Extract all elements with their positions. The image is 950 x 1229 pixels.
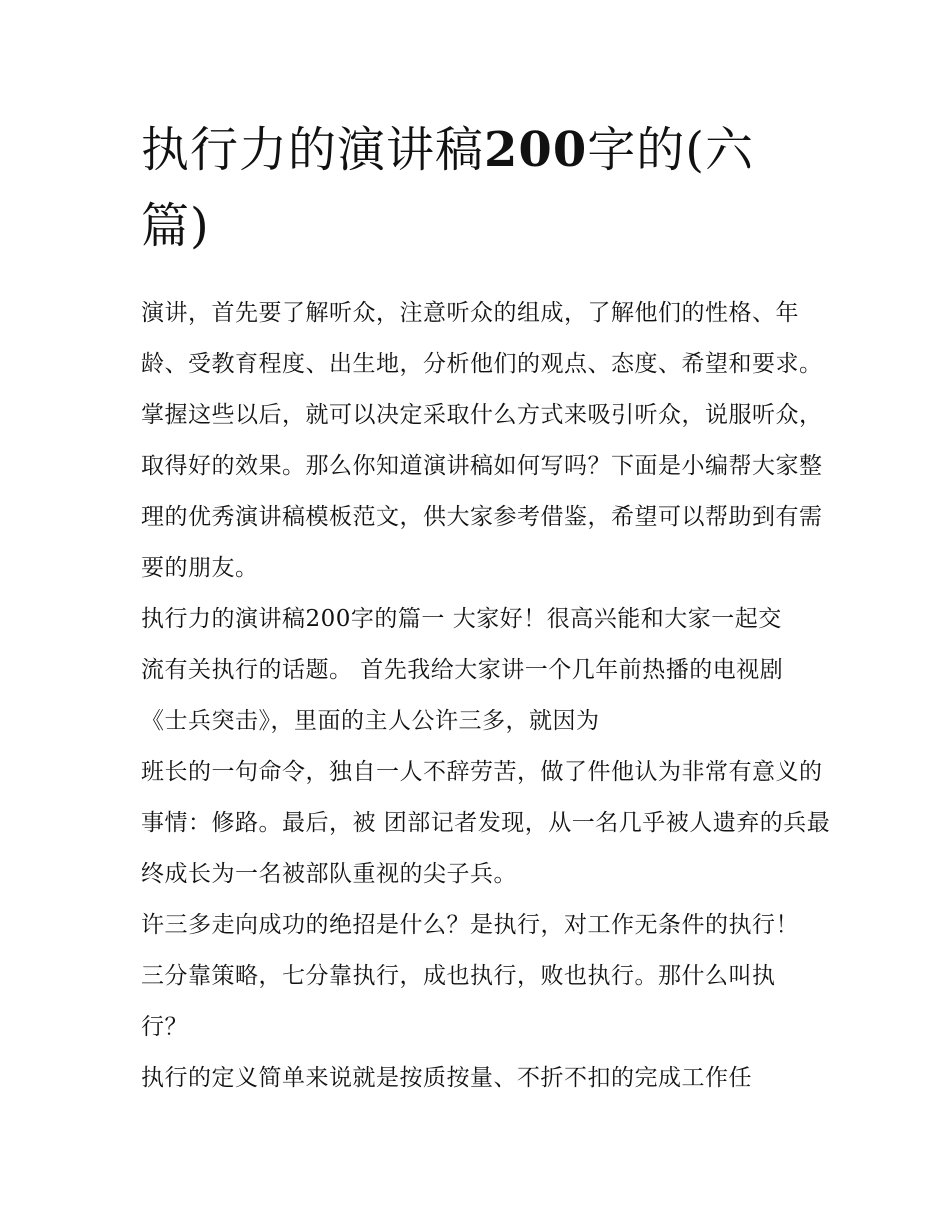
body-paragraph: 班长的一句命令，独自一人不辞劳苦，做了件他认为非常有意义的事情：修路。最后，被 团部记者发现，从一名几乎被人遗弃的兵最终成长为一名被部队重视的尖子兵。: [141, 759, 831, 887]
document-content: [141, 112, 841, 1104]
document-title: [141, 112, 781, 264]
body-paragraph: 执行力的演讲稿200字的篇一 大家好！很高兴能和大家一起交流有关执行的话题。 首先我给大家讲一个几年前热播的电视剧《士兵突击》，里面的主人公许三多，就因为: [141, 606, 784, 734]
intro-paragraph: 演讲，首先要了解听众，注意听众的组成，了解他们的性格、年龄、受教育程度、出生地，分析他们的观点、态度、希望和要求。掌握这些以后，就可以决定采取什么方式来吸引听众，说服听众，取得好的效果。那么你知道演讲稿如何写吗？下面是小编帮大家整理的优秀演讲稿模板范文，供大家参考借鉴，希望可以帮助到有需要的朋友。: [141, 300, 823, 581]
title-text-part2: 字的(六篇): [141, 122, 754, 254]
title-number: 200: [484, 122, 588, 178]
body-paragraph: 许三多走向成功的绝招是什么？是执行，对工作无条件的执行！ 三分靠策略，七分靠执行，成也执行，败也执行。那什么叫执行？: [141, 912, 799, 1040]
body-paragraph: 执行的定义简单来说就是按质按量、不折不扣的完成工作任: [141, 1065, 752, 1091]
title-text-part1: 执行力的演讲稿: [141, 122, 485, 178]
